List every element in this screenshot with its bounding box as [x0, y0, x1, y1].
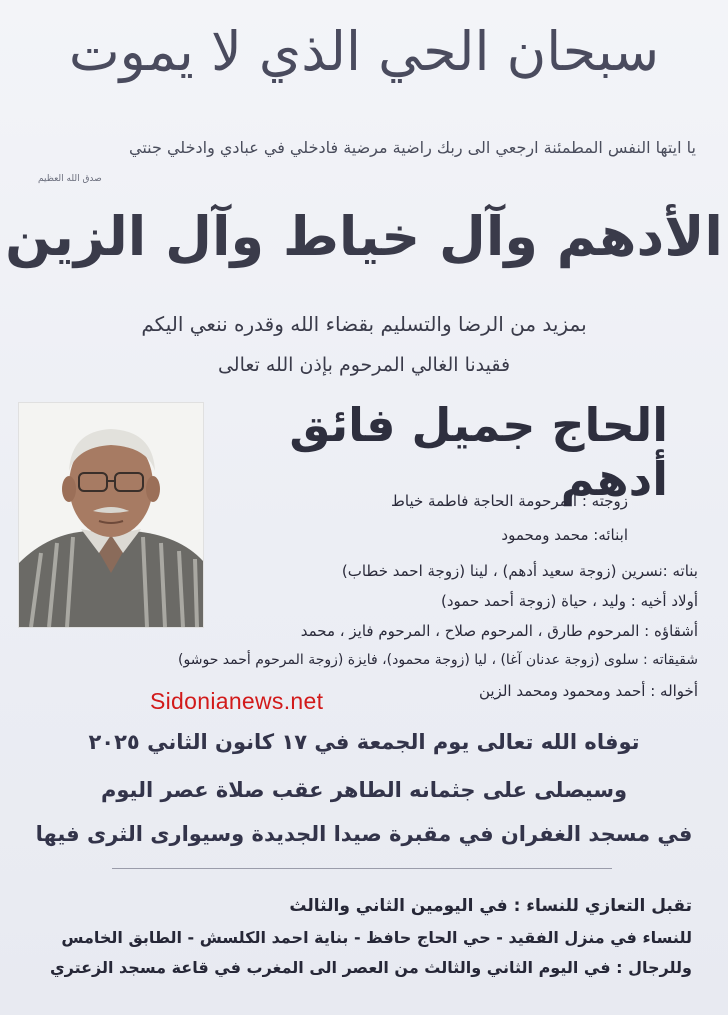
website-watermark: Sidonianews.net	[150, 688, 324, 714]
quran-verse: يا ايتها النفس المطمئنة ارجعي الى ربك راضية مرضية فادخلي في عبادي وادخلي جنتي	[129, 138, 696, 157]
calligraphy-heading: سبحان الحي الذي لا يموت	[68, 20, 660, 83]
relative-uncles: أخواله : أحمد ومحمود ومحمد الزين	[478, 682, 698, 700]
relative-sisters: شقيقاته : سلوى (زوجة عدنان آغا) ، ليا (زوجة محمود)، فايزة (زوجة المرحوم أحمد حوشو)	[178, 652, 698, 668]
relative-brothers: أشقاؤه : المرحوم طارق ، المرحوم صلاح ، المرحوم فايز ، محمد	[300, 622, 698, 640]
relative-sons: ابنائه: محمد ومحمود	[501, 526, 628, 544]
verse-source: صدق الله العظيم	[38, 174, 102, 184]
condolence-line-3: وللرجال : في اليوم الثاني والثالث من العصر الى المغرب في قاعة مسجد الزعتري	[49, 958, 692, 977]
condolence-line-2: للنساء في منزل الفقيد - حي الحاج حافظ - بناية احمد الكلسش - الطابق الخامس	[61, 928, 692, 947]
relative-daughters: بناته :نسرين (زوجة سعيد أدهم) ، لينا (زوجة احمد خطاب)	[341, 562, 698, 580]
deceased-name: الحاج جميل فائق أدهم	[289, 398, 668, 506]
announcement-line-1: توفاه الله تعالى يوم الجمعة في ١٧ كانون الثاني ٢٠٢٥	[88, 730, 640, 754]
intro-line-1: بمزيد من الرضا والتسليم بقضاء الله وقدره ننعي اليكم	[141, 312, 587, 336]
condolence-line-1: تقبل التعازي للنساء : في اليومين الثاني والثالث	[289, 896, 692, 916]
families-heading: الأدهم وآل خياط وآل الزين	[5, 205, 723, 268]
announcement-line-2: وسيصلى على جثمانه الطاهر عقب صلاة عصر اليوم	[100, 778, 628, 802]
intro-line-2: فقيدنا الغالي المرحوم بإذن الله تعالى	[217, 354, 511, 376]
section-divider	[112, 868, 612, 869]
announcement-line-3: في مسجد الغفران في مقبرة صيدا الجديدة وسيوارى الثرى فيها	[35, 822, 693, 846]
relative-nephews: أولاد أخيه : وليد ، حياة (زوجة أحمد حمود)	[441, 592, 698, 610]
relative-wife: زوجته : المرحومة الحاجة فاطمة خياط	[391, 492, 628, 510]
